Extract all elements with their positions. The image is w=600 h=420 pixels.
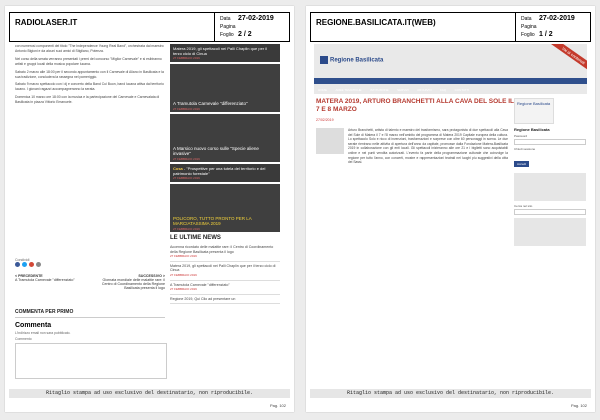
google-icon[interactable] [29, 262, 34, 267]
password-label: Password [514, 134, 528, 138]
site-banner [314, 44, 587, 94]
page-label: Pagina [521, 24, 537, 30]
page-number: Pag. 102 [269, 403, 286, 408]
comment-heading: Commenta [15, 322, 52, 329]
sheet-value: 1 / 2 [539, 31, 553, 38]
right-sidebar [514, 98, 586, 249]
latest-news-title: LE ULTIME NEWS [170, 235, 221, 241]
nav-item[interactable]: HOME [318, 88, 327, 92]
latest-news-text: A Tramutola Carnevale "differenziato" [170, 282, 230, 287]
news-date: 27 FEBBRAIO 2019 [170, 287, 197, 292]
sheet-label: Foglio [521, 32, 535, 38]
date-value: 27-02-2019 [539, 15, 575, 22]
latest-news-item[interactable] [170, 243, 280, 262]
news-band[interactable] [170, 164, 280, 182]
page-left [5, 6, 294, 412]
latest-news-item[interactable] [170, 262, 280, 281]
region-badge[interactable]: Regione Basilicata [514, 98, 554, 124]
sheet-label: Foglio [220, 32, 234, 38]
share-row [15, 258, 43, 267]
login-button[interactable]: Accedi [514, 161, 529, 167]
article-body: Arturo Branchetti, artista di talento e maestro del trasformismo, sara protagonista di due spettacoli alla Cava del Sole di Matera il 7 e l'8 marzo nell'ambito del programma di Matera 2019 Capitale europea della cultura. Lo spettacolo Solo e ricco di invenzioni, trasformazioni e sorprese con oltre 60 personaggi in scena. Le due serate rientrano nelle attivita di apertura dell'anno da capitale, promosse dalla Fondazione Matera-Basilicata 2019 in collaborazione con gli enti locali. Gli spettacoli inizieranno alle ore 21 e i biglietti sono acquistabili online e nei punti vendita autorizzati. L'evento fa parte della programmazione culturale che coinvolge la regione per tutto l'anno, con concerti, mostre e rappresentazioni teatrali nei luoghi piu suggestivi della citta dei Sassi. [348, 128, 508, 165]
news-date: 27 FEBBRAIO 2019 [173, 176, 200, 180]
session-label: Chiudi sessione [514, 147, 536, 151]
previous-post-link[interactable] [15, 274, 85, 282]
sidebar-block [514, 173, 586, 201]
logo-text: Regione Basilicata [330, 57, 384, 64]
previous-title: A Tramutola Carnevale "differenziato" [15, 278, 75, 282]
share-icons [15, 262, 43, 267]
news-thumb[interactable] [170, 64, 280, 112]
ribbon-badge: Vai ai contenuti [551, 44, 587, 73]
page-number: Pag. 102 [570, 403, 587, 408]
article-paragraph: Domenica 10 marzo ore 18:00 con la musica e la partecipazione del Carnevale e Carnevalata di Basilicata in piazza Vittorio Emanuele. [15, 95, 160, 105]
page-header [9, 12, 290, 42]
page-header [310, 12, 591, 42]
comment-section [15, 309, 165, 379]
date-label: Data [220, 16, 231, 22]
news-date: 27 FEBBRAIO 2019 [173, 56, 200, 60]
twitter-icon[interactable] [22, 262, 27, 267]
latest-news-text: Regione 2019, Qui Clio ad presentare un [170, 296, 236, 301]
latest-news-text: Matera 2019, gli spettacoli nei Palli Chaplin que per il terzo ciclo di Cinua [170, 263, 276, 273]
article-title: MATERA 2019, ARTURO BRANCHETTI ALLA CAVA DEL SOLE IL 7 E 8 MARZO [316, 98, 514, 113]
page-label: Pagina [220, 24, 236, 30]
search-label: Cerca nel sito [514, 204, 533, 208]
share-label: Condividi [15, 258, 30, 262]
date-value: 27-02-2019 [238, 15, 274, 22]
date-label: Data [521, 16, 532, 22]
next-title: Giornata mondiale delle malattie rare: il Centro di Coordinamento della Regione Basilicata presenta il logo [101, 278, 165, 290]
nav-item[interactable]: ARCHIVIO [417, 88, 432, 92]
site-name: RADIOLASER.IT [10, 13, 215, 41]
news-thumb-caption: A Tramutola Carnevale "differenziato" [173, 101, 248, 106]
nav-item[interactable]: ISTITUZIONE [369, 88, 389, 92]
page-meta [521, 15, 575, 39]
comment-textarea[interactable] [15, 343, 167, 379]
news-thumb[interactable] [170, 114, 280, 162]
next-label: SUCCESSIVO > [138, 274, 165, 278]
news-thumb-caption: A Marsico nuovo corso sulle "Specie aliene invasive" [173, 146, 259, 156]
article-paragraph: Nel corso della serata verranno presentati i premi del concorso "Miglior Carnevale" e si esibiranno artisti e gruppi locali della musica popolare lucana. [15, 56, 162, 66]
latest-news-text: Accenna ricordato delle malattie rare: il Centro di Coordinamento della Regione Basilicata presenta il logo [170, 245, 274, 254]
previous-label: < PRECEDENTE [15, 274, 43, 278]
news-thumb[interactable] [170, 184, 280, 232]
news-date: 27 FEBBRAIO 2019 [173, 107, 200, 111]
latest-news-item[interactable] [170, 295, 280, 305]
latest-news-item[interactable] [170, 281, 280, 295]
comment-field-label: Commento [15, 337, 32, 341]
nav-item[interactable]: AREE TEMATICHE [335, 88, 362, 92]
next-post-link[interactable] [95, 274, 165, 290]
article-paragraph: con numerosi componenti del titolo "The Independence Young Real Band", orchestrata dal maestro Antonio Bigioni e da alcuni suoi amici di Stigliano, Potenza. [15, 44, 164, 53]
news-band-title: Matera 2019, gli spettacoli nei Palli Chaplin que per il terzo ciclo di Cinua [173, 46, 268, 56]
news-band[interactable] [170, 44, 280, 62]
article-paragraph: Sabato 2 marzo alle 18:00 per il secondo appuntamento con Il Carnevale di Aliano in Basilicata e la sua tradizione, concludera la rassegna nel pomeriggio. [15, 69, 164, 79]
nav-item[interactable]: CONTATTI [454, 88, 470, 92]
password-input[interactable] [514, 139, 586, 145]
site-logo[interactable] [320, 56, 383, 64]
crest-icon [320, 56, 328, 64]
nav-item[interactable]: FAQ [440, 88, 447, 92]
sidebar-heading: Regione Basilicata [514, 127, 550, 132]
comment-section-title: COMMENTA PER PRIMO [15, 309, 165, 318]
sheet-value: 2 / 2 [238, 31, 252, 38]
news-sidebar [170, 44, 280, 304]
site-name: REGIONE.BASILICATA.IT(WEB) [311, 13, 516, 41]
news-date: 27 FEBBRAIO 2019 [170, 272, 197, 277]
news-date: 27 FEBBRAIO 2019 [173, 227, 200, 231]
page-footer: Ritaglio stampa ad uso esclusivo del destinatario, non riproducibile. [9, 389, 290, 398]
news-thumb-caption: POLICORO, TUTTO PRONTO PER LA MARCIATASSIMA 2019 [173, 216, 252, 226]
page-meta [220, 15, 274, 39]
facebook-icon[interactable] [15, 262, 20, 267]
comment-note: L'indirizzo email non sara pubblicato. [15, 331, 71, 335]
news-date: 27 FEBBRAIO 2019 [170, 254, 197, 259]
news-band-title: - "Prospettive per una tutela del territorio e del patrimonio forestale" [173, 166, 266, 176]
news-date: 27 FEBBRAIO 2019 [173, 157, 200, 161]
article-paragraph: Sabato 9 marzo spettacolo con i dj e concerto della Band Cui Buon, band lucana attiva dal territorio lucano. I giovani ragazzi accompagneranno la serata. [15, 82, 164, 92]
nav-item[interactable]: SERVIZI [397, 88, 409, 92]
search-input[interactable] [514, 209, 586, 215]
main-nav [314, 78, 587, 92]
article-image [316, 128, 344, 154]
article-date: 27/02/2019 [316, 118, 334, 122]
news-band-lead: Cosa [173, 166, 183, 171]
email-icon[interactable] [36, 262, 41, 267]
article-body [15, 44, 165, 108]
sidebar-block [514, 218, 586, 246]
page-right [306, 6, 595, 412]
page-footer: Ritaglio stampa ad uso esclusivo del destinatario, non riproducibile. [310, 389, 591, 398]
